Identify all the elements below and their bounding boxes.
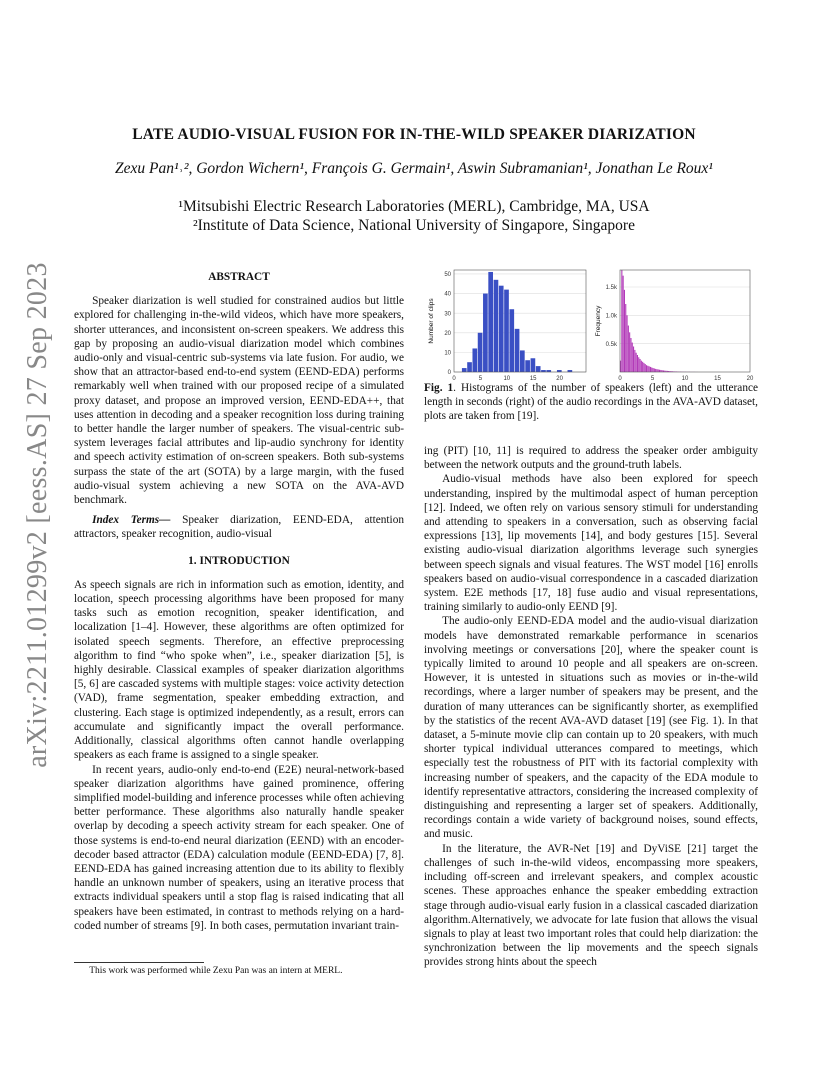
histogram-bar: [462, 368, 467, 372]
author-list: Zexu Pan¹˒², Gordon Wichern¹, François G. Germain¹, Aswin Subramanian¹, Jonathan Le Roux¹: [115, 160, 713, 177]
right-paragraph-3: The audio-only EEND-EDA model and the audio-visual diarization models have demonstrated remarkable performance in scenarios involving meetings or conversations [20], where the speaker count is typically limited to around 10 people and all speakers are on-screen. However, it is untested in situations such as movies or in-the-wild recordings, where a larger number of speakers may be present, and the duration of many utterances can be significantly shorter, as exemplified by the statistics of the recent AVA-AVD dataset [19] (see Fig. 1). In that dataset, a 5-minute movie clip can contain up to 20 speakers, with much shorter typical individual utterances compared to meetings, which especially test the robustness of PIT with its factorial complexity with increasing number of speakers, and the capacity of the EDA module to identify representative attractors, considering the increased complexity of distinguishing and representing a larger set of speakers. Additionally, recordings contain a wide variety of background noises, sound effects, and music.: [424, 615, 758, 841]
histogram-bar: [641, 361, 642, 372]
abstract-heading: ABSTRACT: [208, 271, 270, 283]
y-tick-label: 50: [444, 272, 451, 279]
histogram-bar: [654, 368, 655, 372]
histogram-bar: [643, 363, 644, 372]
histogram-bar: [624, 290, 625, 372]
histogram-speakers: [424, 262, 594, 380]
figure-caption: [424, 381, 758, 424]
histogram-utterance-length: [594, 262, 758, 380]
histogram-bar: [633, 347, 634, 373]
histogram-bar: [653, 368, 654, 372]
histogram-bar: [472, 348, 477, 372]
histogram-bar: [504, 290, 509, 372]
histogram-bar: [627, 315, 628, 372]
histogram-bar: [645, 364, 646, 372]
footnote: This work was performed while Zexu Pan was an intern at MERL.: [89, 966, 343, 976]
histogram-bar: [634, 350, 635, 372]
x-tick-label: 15: [714, 376, 721, 380]
histogram-bar: [483, 294, 488, 372]
histogram-bar: [621, 270, 622, 372]
histogram-bar: [660, 370, 661, 372]
histogram-bar: [520, 350, 525, 372]
histogram-bar: [531, 358, 536, 372]
x-tick-label: 15: [529, 376, 537, 380]
y-tick-label: 0.5k: [605, 341, 617, 348]
y-tick-label: 1.0k: [605, 313, 617, 320]
histogram-bar: [637, 355, 638, 372]
histogram-bar: [499, 286, 504, 372]
histogram-bar: [536, 366, 541, 372]
x-tick-label: 0: [452, 376, 456, 380]
x-tick-label: 10: [681, 376, 689, 380]
paper-title: LATE AUDIO-VISUAL FUSION FOR IN-THE-WILD SPEAKER DIARIZATION: [132, 126, 696, 143]
y-axis-label: Number of clips: [428, 298, 435, 344]
histogram-bar: [658, 369, 659, 372]
right-paragraph-2: Audio-visual methods have also been explored for speech understanding, inspired by the multimodal aspect of human perception [12]. Indeed, we often rely on various sensory stimuli for understanding and attending to speakers in a conversation, such as observing facial expressions [13], lip movements [14], and body gestures [15]. Several existing audio-visual diarization algorithms leverage such synergies between speech signals and visual features. The WST model [16] enrolls speakers based on audio-visual correspondence in a cascaded diarization system. E2E methods [17, 18] fuse audio and visual representations, training similarly to audio-only EEND [9].: [424, 473, 758, 614]
histogram-bar: [623, 276, 624, 372]
histogram-bar: [525, 360, 530, 372]
y-tick-label: 20: [444, 330, 451, 337]
affiliation-2: ²Institute of Data Science, National University of Singapore, Singapore: [193, 217, 635, 234]
x-tick-label: 5: [478, 376, 483, 380]
index-terms-text: Speaker diarization, EEND-EDA, attention attractors, speaker recognition, audio-visual: [74, 514, 404, 541]
footnote-rule: [74, 962, 204, 963]
intro-paragraph-2: In recent years, audio-only end-to-end (E2E) neural-network-based speaker diarization algorithms have gained prominence, offering simplified model-building and inference processes while often achieving better performance. These algorithms also naturally handle speaker overlap by decoding a speech activity stream for each speaker. One of those systems is end-to-end neural diarization (EEND) with an encoder-decoder based attractor (EDA) calculation module (EEND-EDA) [7, 8]. EEND-EDA has gained increasing attention due to its ability to flexibly handle an unknown number of speakers, using an iterative process that extracts individual speakers until a stop flag is raised indicating that all speakers have been estimated, in contrast to methods relying on a hard-coded number of streams [9]. In both cases, permutation invariant train-: [74, 763, 404, 932]
histogram-bar: [494, 280, 499, 372]
histogram-bar: [632, 343, 633, 372]
right-column: [424, 444, 758, 970]
intro-paragraph-1: As speech signals are rich in information such as emotion, identity, and location, speech processing algorithms have been proposed for many tasks such as emotion recognition, speaker identification, and localization [1–4]. However, these algorithms are often optimized for isolated speech segments. Therefore, an effective preprocessing algorithm to find “who spoke when”, i.e., speaker diarization [5], is highly desirable. Classical examples of speaker diarization algorithms [5, 6] are cascaded systems with multiple stages: voice activity detection (VAD), frame segmentation, speaker embedding extraction, and clustering. Each stage is optimized independently, as a result, errors can accumulate and significantly impact the overall performance. Additionally, classical algorithms often cannot handle overlapping speakers as each frame is assigned to a single speaker.: [74, 578, 404, 762]
y-tick-label: 40: [444, 291, 451, 298]
plot-frame: [620, 270, 750, 372]
y-axis-label: Frequency: [595, 305, 602, 337]
x-tick-label: 5: [650, 376, 655, 380]
histogram-bar: [649, 366, 650, 372]
histogram-bar: [655, 369, 656, 372]
histogram-bar: [651, 367, 652, 372]
intro-heading: 1. INTRODUCTION: [188, 554, 290, 567]
histogram-bar: [640, 359, 641, 372]
x-tick-label: 20: [746, 376, 754, 380]
histogram-bar: [638, 357, 639, 372]
figure-caption-text: . Histograms of the number of speakers (left) and the utterance length in seconds (right) of the audio recordings in the AVA-AVD dataset, plots are taken from [19].: [424, 382, 758, 423]
right-paragraph-4: In the literature, the AVR-Net [19] and DyViSE [21] target the challenges of such in-the-wild videos, encompassing more speakers, including off-screen and irrelevant speakers, and complex acoustic scenes. These approaches enhance the speaker embedding extraction stage through audio-visual early fusion in a classical cascaded diarization algorithm.Alternatively, we advocate for late fusion that allows the visual signals to play at least two important roles that could help diarization: the synchronization between the lip movements and the speech signals provides strong hints about the speech: [424, 842, 758, 969]
histogram-bar: [650, 367, 651, 372]
y-tick-label: 10: [444, 350, 451, 357]
histogram-bar: [629, 332, 630, 372]
abstract-text: Speaker diarization is well studied for constrained audios but little explored for challenging in-the-wild videos, which have more speakers, shorter utterances, and inconsistent on-screen speakers. We address this gap by proposing an audio-visual diarization model which combines audio-only and visual-centric sub-systems via late fusion. For audio, we show that an attractor-based end-to-end system (EEND-EDA) performs remarkably well when trained with our proposed recipe of a simulated proxy dataset, and propose an improved version, EEND-EDA++, that uses attention in decoding and a speaker recognition loss during training to better handle the larger number of speakers. The visual-centric sub-system leverages facial attributes and lip-audio synchrony for identity and speech activity estimation of on-screen speakers. Both sub-systems surpass the state of the art (SOTA) by a large margin, with the fused audio-visual system achieving a new SOTA on the AVA-AVD benchmark.: [74, 295, 404, 507]
histogram-bar: [659, 370, 660, 372]
histogram-bar: [646, 365, 647, 372]
left-column: [74, 270, 404, 933]
affiliation-1: ¹Mitsubishi Electric Research Laboratories (MERL), Cambridge, MA, USA: [178, 198, 650, 215]
histogram-bar: [478, 333, 483, 372]
histogram-bar: [642, 362, 643, 372]
histogram-bar: [647, 366, 648, 372]
y-tick-label: 0: [447, 370, 451, 377]
histogram-bar: [488, 272, 493, 372]
y-tick-label: 30: [444, 311, 451, 318]
histogram-bar: [630, 338, 631, 372]
histogram-bar: [625, 304, 626, 372]
x-tick-label: 10: [503, 376, 511, 380]
figure-label: Fig. 1: [424, 382, 454, 394]
histogram-bar: [636, 353, 637, 372]
index-terms-label: Index Terms—: [92, 514, 171, 527]
histogram-bar: [515, 329, 520, 372]
x-tick-label: 0: [618, 376, 622, 380]
right-paragraph-1: ing (PIT) [10, 11] is required to address the speaker order ambiguity between the network outputs and the ground-truth labels.: [424, 445, 758, 472]
histogram-bar: [509, 309, 514, 372]
y-tick-label: 1.5k: [605, 285, 617, 292]
index-terms: [74, 513, 404, 541]
histogram-bar: [656, 369, 657, 372]
histogram-bar: [628, 326, 629, 372]
arxiv-stamp: arXiv:2211.01299v2 [eess.AS] 27 Sep 2023: [22, 262, 53, 768]
x-tick-label: 20: [556, 376, 563, 380]
figure-1: [424, 262, 758, 380]
histogram-bar: [467, 362, 472, 372]
